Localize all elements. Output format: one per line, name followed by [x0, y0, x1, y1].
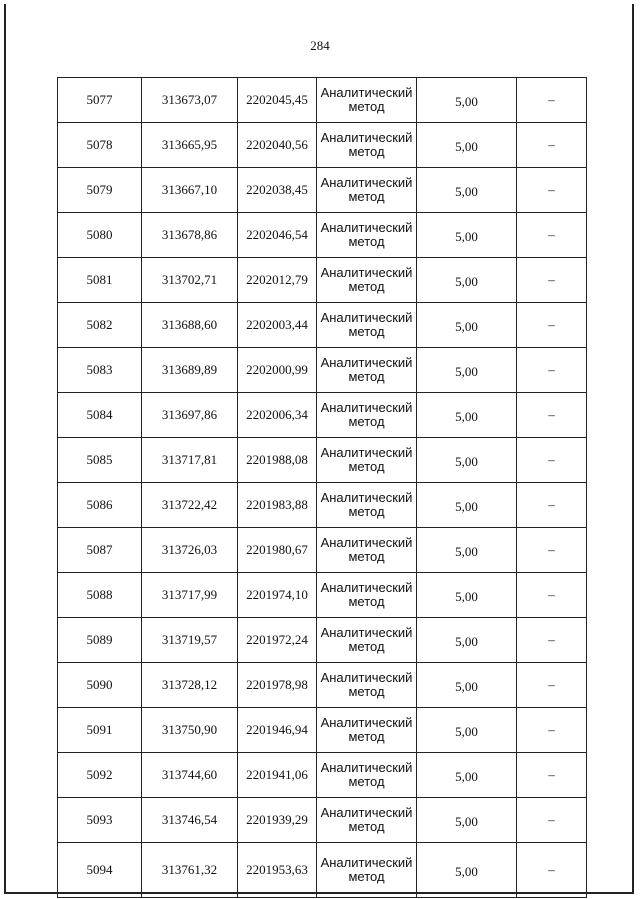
accuracy-cell: 5,00: [417, 303, 517, 348]
accuracy-cell: 5,00: [417, 573, 517, 618]
y-coordinate-cell: 2202000,99: [238, 348, 317, 393]
x-coordinate-cell: 313728,12: [142, 663, 238, 708]
x-coordinate-cell: 313744,60: [142, 753, 238, 798]
method-cell: Аналитический метод: [317, 708, 417, 753]
accuracy-cell: 5,00: [417, 843, 517, 898]
y-coordinate-cell: 2201978,98: [238, 663, 317, 708]
note-cell: –: [517, 483, 587, 528]
note-cell: –: [517, 573, 587, 618]
accuracy-cell: 5,00: [417, 123, 517, 168]
method-cell: Аналитический метод: [317, 663, 417, 708]
note-cell: –: [517, 753, 587, 798]
x-coordinate-cell: 313722,42: [142, 483, 238, 528]
point-id-cell: 5085: [58, 438, 142, 483]
x-coordinate-cell: 313697,86: [142, 393, 238, 438]
table-row: [58, 573, 587, 618]
point-id-cell: 5091: [58, 708, 142, 753]
point-id-cell: 5078: [58, 123, 142, 168]
method-cell: Аналитический метод: [317, 258, 417, 303]
note-cell: –: [517, 663, 587, 708]
y-coordinate-cell: 2201988,08: [238, 438, 317, 483]
point-id-cell: 5094: [58, 843, 142, 898]
x-coordinate-cell: 313717,99: [142, 573, 238, 618]
point-id-cell: 5090: [58, 663, 142, 708]
y-coordinate-cell: 2202046,54: [238, 213, 317, 258]
x-coordinate-cell: 313726,03: [142, 528, 238, 573]
note-cell: –: [517, 438, 587, 483]
accuracy-cell: 5,00: [417, 753, 517, 798]
point-id-cell: 5081: [58, 258, 142, 303]
point-id-cell: 5092: [58, 753, 142, 798]
note-cell: –: [517, 303, 587, 348]
x-coordinate-cell: 313717,81: [142, 438, 238, 483]
note-cell: –: [517, 213, 587, 258]
method-cell: Аналитический метод: [317, 798, 417, 843]
y-coordinate-cell: 2202006,34: [238, 393, 317, 438]
table-row: [58, 618, 587, 663]
x-coordinate-cell: 313667,10: [142, 168, 238, 213]
y-coordinate-cell: 2201939,29: [238, 798, 317, 843]
point-id-cell: 5089: [58, 618, 142, 663]
table-row: [58, 528, 587, 573]
note-cell: –: [517, 528, 587, 573]
y-coordinate-cell: 2202038,45: [238, 168, 317, 213]
table-row: [58, 843, 587, 898]
table-row: [58, 663, 587, 708]
method-cell: Аналитический метод: [317, 303, 417, 348]
coordinates-table-body: [58, 78, 587, 898]
method-cell: Аналитический метод: [317, 618, 417, 663]
table-row: [58, 393, 587, 438]
y-coordinate-cell: 2201980,67: [238, 528, 317, 573]
table-row: [58, 78, 587, 123]
point-id-cell: 5084: [58, 393, 142, 438]
coordinates-table: [57, 77, 587, 898]
note-cell: –: [517, 168, 587, 213]
note-cell: –: [517, 843, 587, 898]
x-coordinate-cell: 313746,54: [142, 798, 238, 843]
x-coordinate-cell: 313673,07: [142, 78, 238, 123]
method-cell: Аналитический метод: [317, 213, 417, 258]
y-coordinate-cell: 2202012,79: [238, 258, 317, 303]
note-cell: –: [517, 258, 587, 303]
table-row: [58, 123, 587, 168]
accuracy-cell: 5,00: [417, 663, 517, 708]
accuracy-cell: 5,00: [417, 393, 517, 438]
point-id-cell: 5083: [58, 348, 142, 393]
x-coordinate-cell: 313719,57: [142, 618, 238, 663]
accuracy-cell: 5,00: [417, 213, 517, 258]
note-cell: –: [517, 78, 587, 123]
accuracy-cell: 5,00: [417, 168, 517, 213]
method-cell: Аналитический метод: [317, 753, 417, 798]
point-id-cell: 5086: [58, 483, 142, 528]
point-id-cell: 5080: [58, 213, 142, 258]
y-coordinate-cell: 2201941,06: [238, 753, 317, 798]
method-cell: Аналитический метод: [317, 168, 417, 213]
point-id-cell: 5079: [58, 168, 142, 213]
table-row: [58, 213, 587, 258]
y-coordinate-cell: 2202040,56: [238, 123, 317, 168]
point-id-cell: 5077: [58, 78, 142, 123]
accuracy-cell: 5,00: [417, 483, 517, 528]
note-cell: –: [517, 618, 587, 663]
point-id-cell: 5087: [58, 528, 142, 573]
table-row: [58, 708, 587, 753]
table-row: [58, 303, 587, 348]
method-cell: Аналитический метод: [317, 483, 417, 528]
table-row: [58, 348, 587, 393]
y-coordinate-cell: 2202045,45: [238, 78, 317, 123]
table-row: [58, 438, 587, 483]
point-id-cell: 5093: [58, 798, 142, 843]
method-cell: Аналитический метод: [317, 348, 417, 393]
x-coordinate-cell: 313702,71: [142, 258, 238, 303]
method-cell: Аналитический метод: [317, 843, 417, 898]
y-coordinate-cell: 2201974,10: [238, 573, 317, 618]
note-cell: –: [517, 123, 587, 168]
note-cell: –: [517, 348, 587, 393]
accuracy-cell: 5,00: [417, 528, 517, 573]
accuracy-cell: 5,00: [417, 78, 517, 123]
table-row: [58, 168, 587, 213]
table-row: [58, 483, 587, 528]
x-coordinate-cell: 313678,86: [142, 213, 238, 258]
x-coordinate-cell: 313689,89: [142, 348, 238, 393]
method-cell: Аналитический метод: [317, 393, 417, 438]
method-cell: Аналитический метод: [317, 528, 417, 573]
accuracy-cell: 5,00: [417, 708, 517, 753]
table-row: [58, 753, 587, 798]
x-coordinate-cell: 313761,32: [142, 843, 238, 898]
accuracy-cell: 5,00: [417, 438, 517, 483]
method-cell: Аналитический метод: [317, 438, 417, 483]
y-coordinate-cell: 2201983,88: [238, 483, 317, 528]
accuracy-cell: 5,00: [417, 348, 517, 393]
note-cell: –: [517, 393, 587, 438]
accuracy-cell: 5,00: [417, 618, 517, 663]
y-coordinate-cell: 2202003,44: [238, 303, 317, 348]
table-row: [58, 258, 587, 303]
method-cell: Аналитический метод: [317, 78, 417, 123]
y-coordinate-cell: 2201946,94: [238, 708, 317, 753]
point-id-cell: 5082: [58, 303, 142, 348]
table-row: [58, 798, 587, 843]
x-coordinate-cell: 313688,60: [142, 303, 238, 348]
accuracy-cell: 5,00: [417, 258, 517, 303]
page-number: 284: [310, 38, 330, 53]
note-cell: –: [517, 798, 587, 843]
accuracy-cell: 5,00: [417, 798, 517, 843]
x-coordinate-cell: 313665,95: [142, 123, 238, 168]
method-cell: Аналитический метод: [317, 573, 417, 618]
y-coordinate-cell: 2201953,63: [238, 843, 317, 898]
x-coordinate-cell: 313750,90: [142, 708, 238, 753]
point-id-cell: 5088: [58, 573, 142, 618]
y-coordinate-cell: 2201972,24: [238, 618, 317, 663]
note-cell: –: [517, 708, 587, 753]
method-cell: Аналитический метод: [317, 123, 417, 168]
